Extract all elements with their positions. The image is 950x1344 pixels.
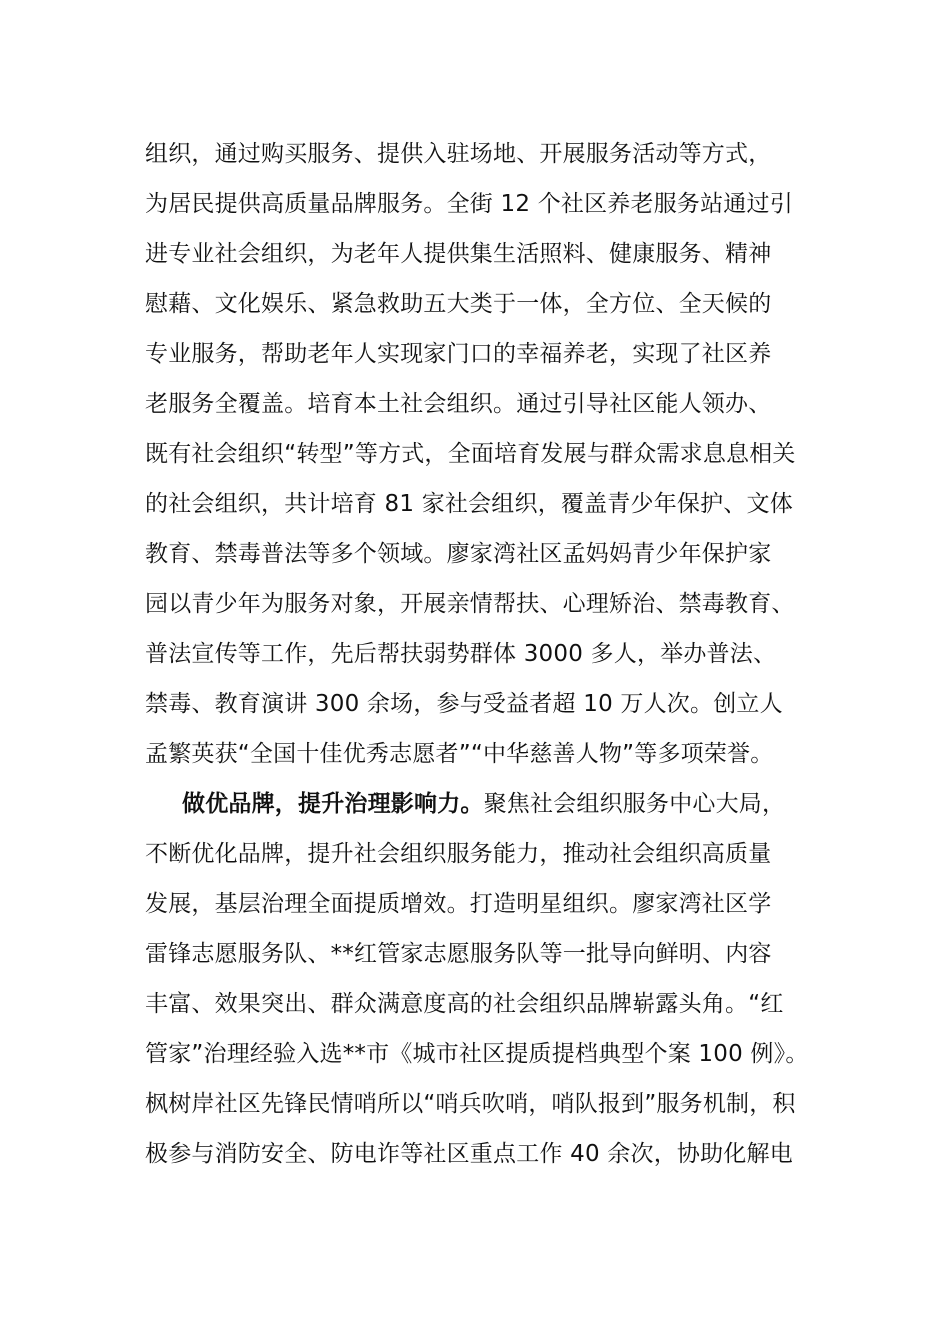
text-line: 发展，基层治理全面提质增效。打造明星组织。廖家湾社区学	[145, 891, 772, 917]
text-line: 组织，通过购买服务、提供入驻场地、开展服务活动等方式，	[145, 141, 772, 167]
text-line: 枫树岸社区先锋民情哨所以“哨兵吹哨，哨队报到”服务机制，积	[145, 1091, 796, 1117]
text-line: 慰藉、文化娱乐、紧急救助五大类于一体，全方位、全天候的	[145, 291, 772, 317]
paragraph-community-organizations	[145, 129, 825, 779]
text-line: 孟繁英获“全国十佳优秀志愿者”“中华慈善人物”等多项荣誉。	[145, 741, 774, 767]
text-line: 教育、禁毒普法等多个领域。廖家湾社区孟妈妈青少年保护家	[145, 541, 772, 567]
text-line: 管家”治理经验入选**市《城市社区提质提档典型个案 100 例》。	[145, 1041, 809, 1067]
paragraph-brand-building	[145, 779, 825, 1179]
text-line: 专业服务，帮助老年人实现家门口的幸福养老，实现了社区养	[145, 341, 772, 367]
text-line: 不断优化品牌，提升社会组织服务能力，推动社会组织高质量	[145, 841, 772, 867]
text-line: 老服务全覆盖。培育本土社会组织。通过引导社区能人领办、	[145, 391, 772, 417]
text-line: 普法宣传等工作，先后帮扶弱势群体 3000 多人，举办普法、	[145, 641, 777, 667]
text-line: 丰富、效果突出、群众满意度高的社会组织品牌崭露头角。“红	[145, 991, 784, 1017]
text-line: 为居民提供高质量品牌服务。全街 12 个社区养老服务站通过引	[145, 191, 793, 217]
text-line: 进专业社会组织，为老年人提供集生活照料、健康服务、精神	[145, 241, 772, 267]
paragraph-first-line	[145, 779, 825, 829]
paragraph-heading: 做优品牌，提升治理影响力。	[182, 791, 484, 817]
text-line: 的社会组织，共计培育 81 家社会组织，覆盖青少年保护、文体	[145, 491, 793, 517]
text-line: 雷锋志愿服务队、**红管家志愿服务队等一批导向鲜明、内容	[145, 941, 772, 967]
text-line: 禁毒、教育演讲 300 余场，参与受益者超 10 万人次。创立人	[145, 691, 783, 717]
text-line: 园以青少年为服务对象，开展亲情帮扶、心理矫治、禁毒教育、	[145, 591, 795, 617]
text-run: 聚焦社会组织服务中心大局，	[483, 791, 786, 817]
text-line: 既有社会组织“转型”等方式，全面培育发展与群众需求息息相关	[145, 441, 796, 467]
text-line: 极参与消防安全、防电诈等社区重点工作 40 余次，协助化解电	[145, 1141, 793, 1167]
